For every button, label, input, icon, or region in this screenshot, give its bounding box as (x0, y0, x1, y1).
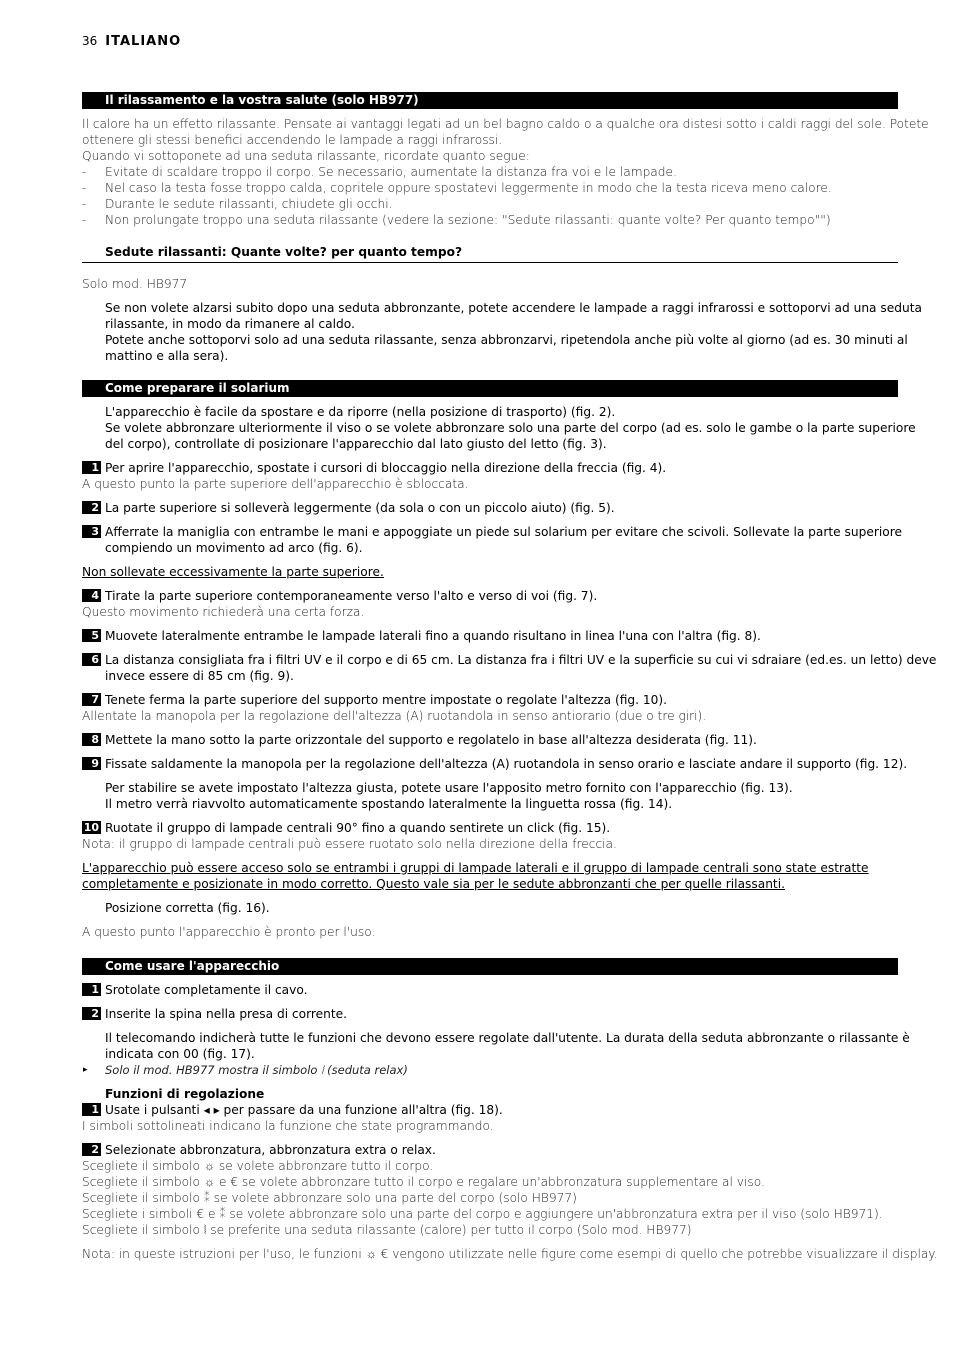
warning: L'apparecchio può essere acceso solo se entrambi i gruppi di lampade laterali e il gruppo di lampade centrali sono state estratte (82, 861, 869, 875)
subsection-title: Funzioni di regolazione (105, 1087, 265, 1101)
step-number: 8 (82, 733, 101, 746)
section-title-use: Come usare l'apparecchio (82, 958, 898, 975)
step-text: Usate i pulsanti ◂ ▸ per passare da una funzione all'altra (fig. 18). (105, 1103, 503, 1117)
step-number: 2 (82, 1007, 101, 1020)
step-number: 4 (82, 589, 101, 602)
step-number: 3 (82, 525, 101, 538)
paragraph: rilassante, in modo da rimanere al caldo. (105, 317, 355, 331)
step-number: 5 (82, 629, 101, 642)
step-note: Questo movimento richiederà una certa forza. (82, 605, 365, 619)
step-text: Srotolate completamente il cavo. (105, 983, 308, 997)
paragraph: Solo mod. HB977 (82, 277, 188, 291)
paragraph: Il metro verrà riavvolto automaticamente spostando lateralmente la linguetta rossa (fig. 14). (105, 797, 673, 811)
language-title: ITALIANO (105, 34, 182, 49)
paragraph: Potete anche sottoporvi solo ad una seduta rilassante, senza abbronzarvi, ripetendola anche più volte al giorno (ad es. 30 minuti al (105, 333, 908, 347)
paragraph: mattino e alla sera). (105, 349, 229, 363)
section-title-relax: Il rilassamento e la vostra salute (solo HB977) (82, 92, 898, 109)
list-item: Non prolungate troppo una seduta rilassante (vedere la sezione: "Sedute rilassanti: quante volte? Per quanto tempo"") (105, 213, 831, 227)
step-text: invece essere di 85 cm (fig. 9). (105, 669, 294, 683)
step-number: 9 (82, 757, 101, 770)
step-text: Inserite la spina nella presa di corrente. (105, 1007, 348, 1021)
subsection-title: Sedute rilassanti: Quante volte? per quanto tempo? (105, 245, 463, 259)
step-text: Fissate saldamente la manopola per la regolazione dell'altezza (A) ruotandola in senso orario e lasciate andare il supporto (fig. 12). (105, 757, 908, 771)
step-text: Tirate la parte superiore contemporaneamente verso l'alto e verso di voi (fig. 7). (105, 589, 598, 603)
list-item: Durante le sedute rilassanti, chiudete gli occhi. (105, 197, 393, 211)
bullet-dash: - (82, 197, 87, 211)
tip: Solo il mod. HB977 mostra il simbolo ⦚ (seduta relax) (105, 1063, 408, 1077)
step-number: 7 (82, 693, 101, 706)
paragraph: Il calore ha un effetto rilassante. Pensate ai vantaggi legati ad un bel bagno caldo o a qualche ora distesi sotto i caldi raggi del sole. Potete (82, 117, 929, 131)
step-number: 1 (82, 461, 101, 474)
paragraph: del corpo), controllate di posizionare l'apparecchio dal lato giusto del letto (fig. 3). (105, 437, 607, 451)
list-item: Evitate di scaldare troppo il corpo. Se necessario, aumentate la distanza fra voi e le lampade. (105, 165, 677, 179)
final-note: Nota: in queste istruzioni per l'uso, le funzioni ☼ € vengono utilizzate nelle figure come esempi di quello che potrebbe visualizzare il display. (82, 1247, 938, 1261)
bullet-dash: - (82, 165, 87, 179)
step-text: La parte superiore si solleverà leggermente (da sola o con un piccolo aiuto) (fig. 5). (105, 501, 615, 515)
bullet-dash: - (82, 213, 87, 227)
step-text: compiendo un movimento ad arco (fig. 6). (105, 541, 363, 555)
triangle-bullet-icon: ▸ (83, 1065, 88, 1075)
step-note: I simboli sottolineati indicano la funzione che state programmando. (82, 1119, 494, 1133)
list-item: Nel caso la testa fosse troppo calda, copritele oppure spostatevi leggermente in modo che la testa riceva meno calore. (105, 181, 832, 195)
step-note: Scegliete il simbolo ☼ e € se volete abbronzare tutto il corpo e regalare un'abbronzatura supplementare al viso. (82, 1175, 765, 1189)
step-note: Scegliete i simboli € e ⁑ se volete abbronzare solo una parte del corpo e aggiungere un'abbronzatura extra per il viso (solo HB971). (82, 1207, 883, 1221)
step-text: Mettete la mano sotto la parte orizzontale del supporto e regolatelo in base all'altezza desiderata (fig. 11). (105, 733, 757, 747)
step-note: Scegliete il simbolo ⦚ se preferite una seduta rilassante (calore) per tutto il corpo (Solo mod. HB977) (82, 1223, 692, 1237)
page-number: 36 (82, 34, 98, 48)
paragraph: Se volete abbronzare ulteriormente il viso o se volete abbronzare solo una parte del corpo (ad es. solo le gambe o la parte superiore (105, 421, 916, 435)
step-text: Tenete ferma la parte superiore del supporto mentre impostate o regolate l'altezza (fig. 10). (105, 693, 668, 707)
paragraph: ottenere gli stessi benefici accendendo le lampade a raggi infrarossi. (82, 133, 503, 147)
section-title-prepare: Come preparare il solarium (82, 380, 898, 397)
paragraph: Quando vi sottoponete ad una seduta rilassante, ricordate quanto segue: (82, 149, 530, 163)
warning: completamente e posizionate in modo corretto. Questo vale sia per le sedute abbronzanti che per quelle rilassanti. (82, 877, 785, 891)
step-text: Per aprire l'apparecchio, spostate i cursori di bloccaggio nella direzione della freccia (fig. 4). (105, 461, 667, 475)
paragraph: Se non volete alzarsi subito dopo una seduta abbronzante, potete accendere le lampade a raggi infrarossi e sottoporvi ad una seduta (105, 301, 922, 315)
step-text: Ruotate il gruppo di lampade centrali 90° fino a quando sentirete un click (fig. 15). (105, 821, 611, 835)
divider (82, 262, 898, 263)
warning: Non sollevate eccessivamente la parte superiore. (82, 565, 384, 579)
paragraph: Posizione corretta (fig. 16). (105, 901, 270, 915)
bullet-dash: - (82, 181, 87, 195)
step-text: La distanza consigliata fra i filtri UV e il corpo e di 65 cm. La distanza fra i filtri UV e la superficie su cui vi sdraiare (ed.es. un letto) deve (105, 653, 937, 667)
page-header (82, 34, 181, 49)
step-note: Allentate la manopola per la regolazione dell'altezza (A) ruotandola in senso antiorario (due o tre giri). (82, 709, 707, 723)
step-text: Muovete lateralmente entrambe le lampade laterali fino a quando risultano in linea l'una con l'altra (fig. 8). (105, 629, 761, 643)
step-number: 10 (83, 821, 99, 834)
step-text: Selezionate abbronzatura, abbronzatura extra o relax. (105, 1143, 436, 1157)
step-note: Nota: il gruppo di lampade centrali può essere ruotato solo nella direzione della freccia. (82, 837, 617, 851)
paragraph: Il telecomando indicherà tutte le funzioni che devono essere regolate dall'utente. La durata della seduta abbronzante o rilassante è (105, 1031, 910, 1045)
paragraph: A questo punto l'apparecchio è pronto per l'uso. (82, 925, 376, 939)
step-number: 1 (82, 983, 101, 996)
step-text: Afferrate la maniglia con entrambe le mani e appoggiate un piede sul solarium per evitare che scivoli. Sollevate la parte superiore (105, 525, 902, 539)
step-number: 2 (82, 1143, 101, 1156)
paragraph: L'apparecchio è facile da spostare e da riporre (nella posizione di trasporto) (fig. 2). (105, 405, 616, 419)
paragraph: Per stabilire se avete impostato l'altezza giusta, potete usare l'apposito metro fornito con l'apparecchio (fig. 13). (105, 781, 793, 795)
step-number: 2 (82, 501, 101, 514)
step-number: 6 (82, 653, 101, 666)
step-note: A questo punto la parte superiore dell'apparecchio è sbloccata. (82, 477, 469, 491)
step-note: Scegliete il simbolo ☼ se volete abbronzare tutto il corpo. (82, 1159, 434, 1173)
step-number: 1 (82, 1103, 101, 1116)
step-note: Scegliete il simbolo ⁑ se volete abbronzare solo una parte del corpo (solo HB977) (82, 1191, 577, 1205)
paragraph: indicata con 00 (fig. 17). (105, 1047, 255, 1061)
